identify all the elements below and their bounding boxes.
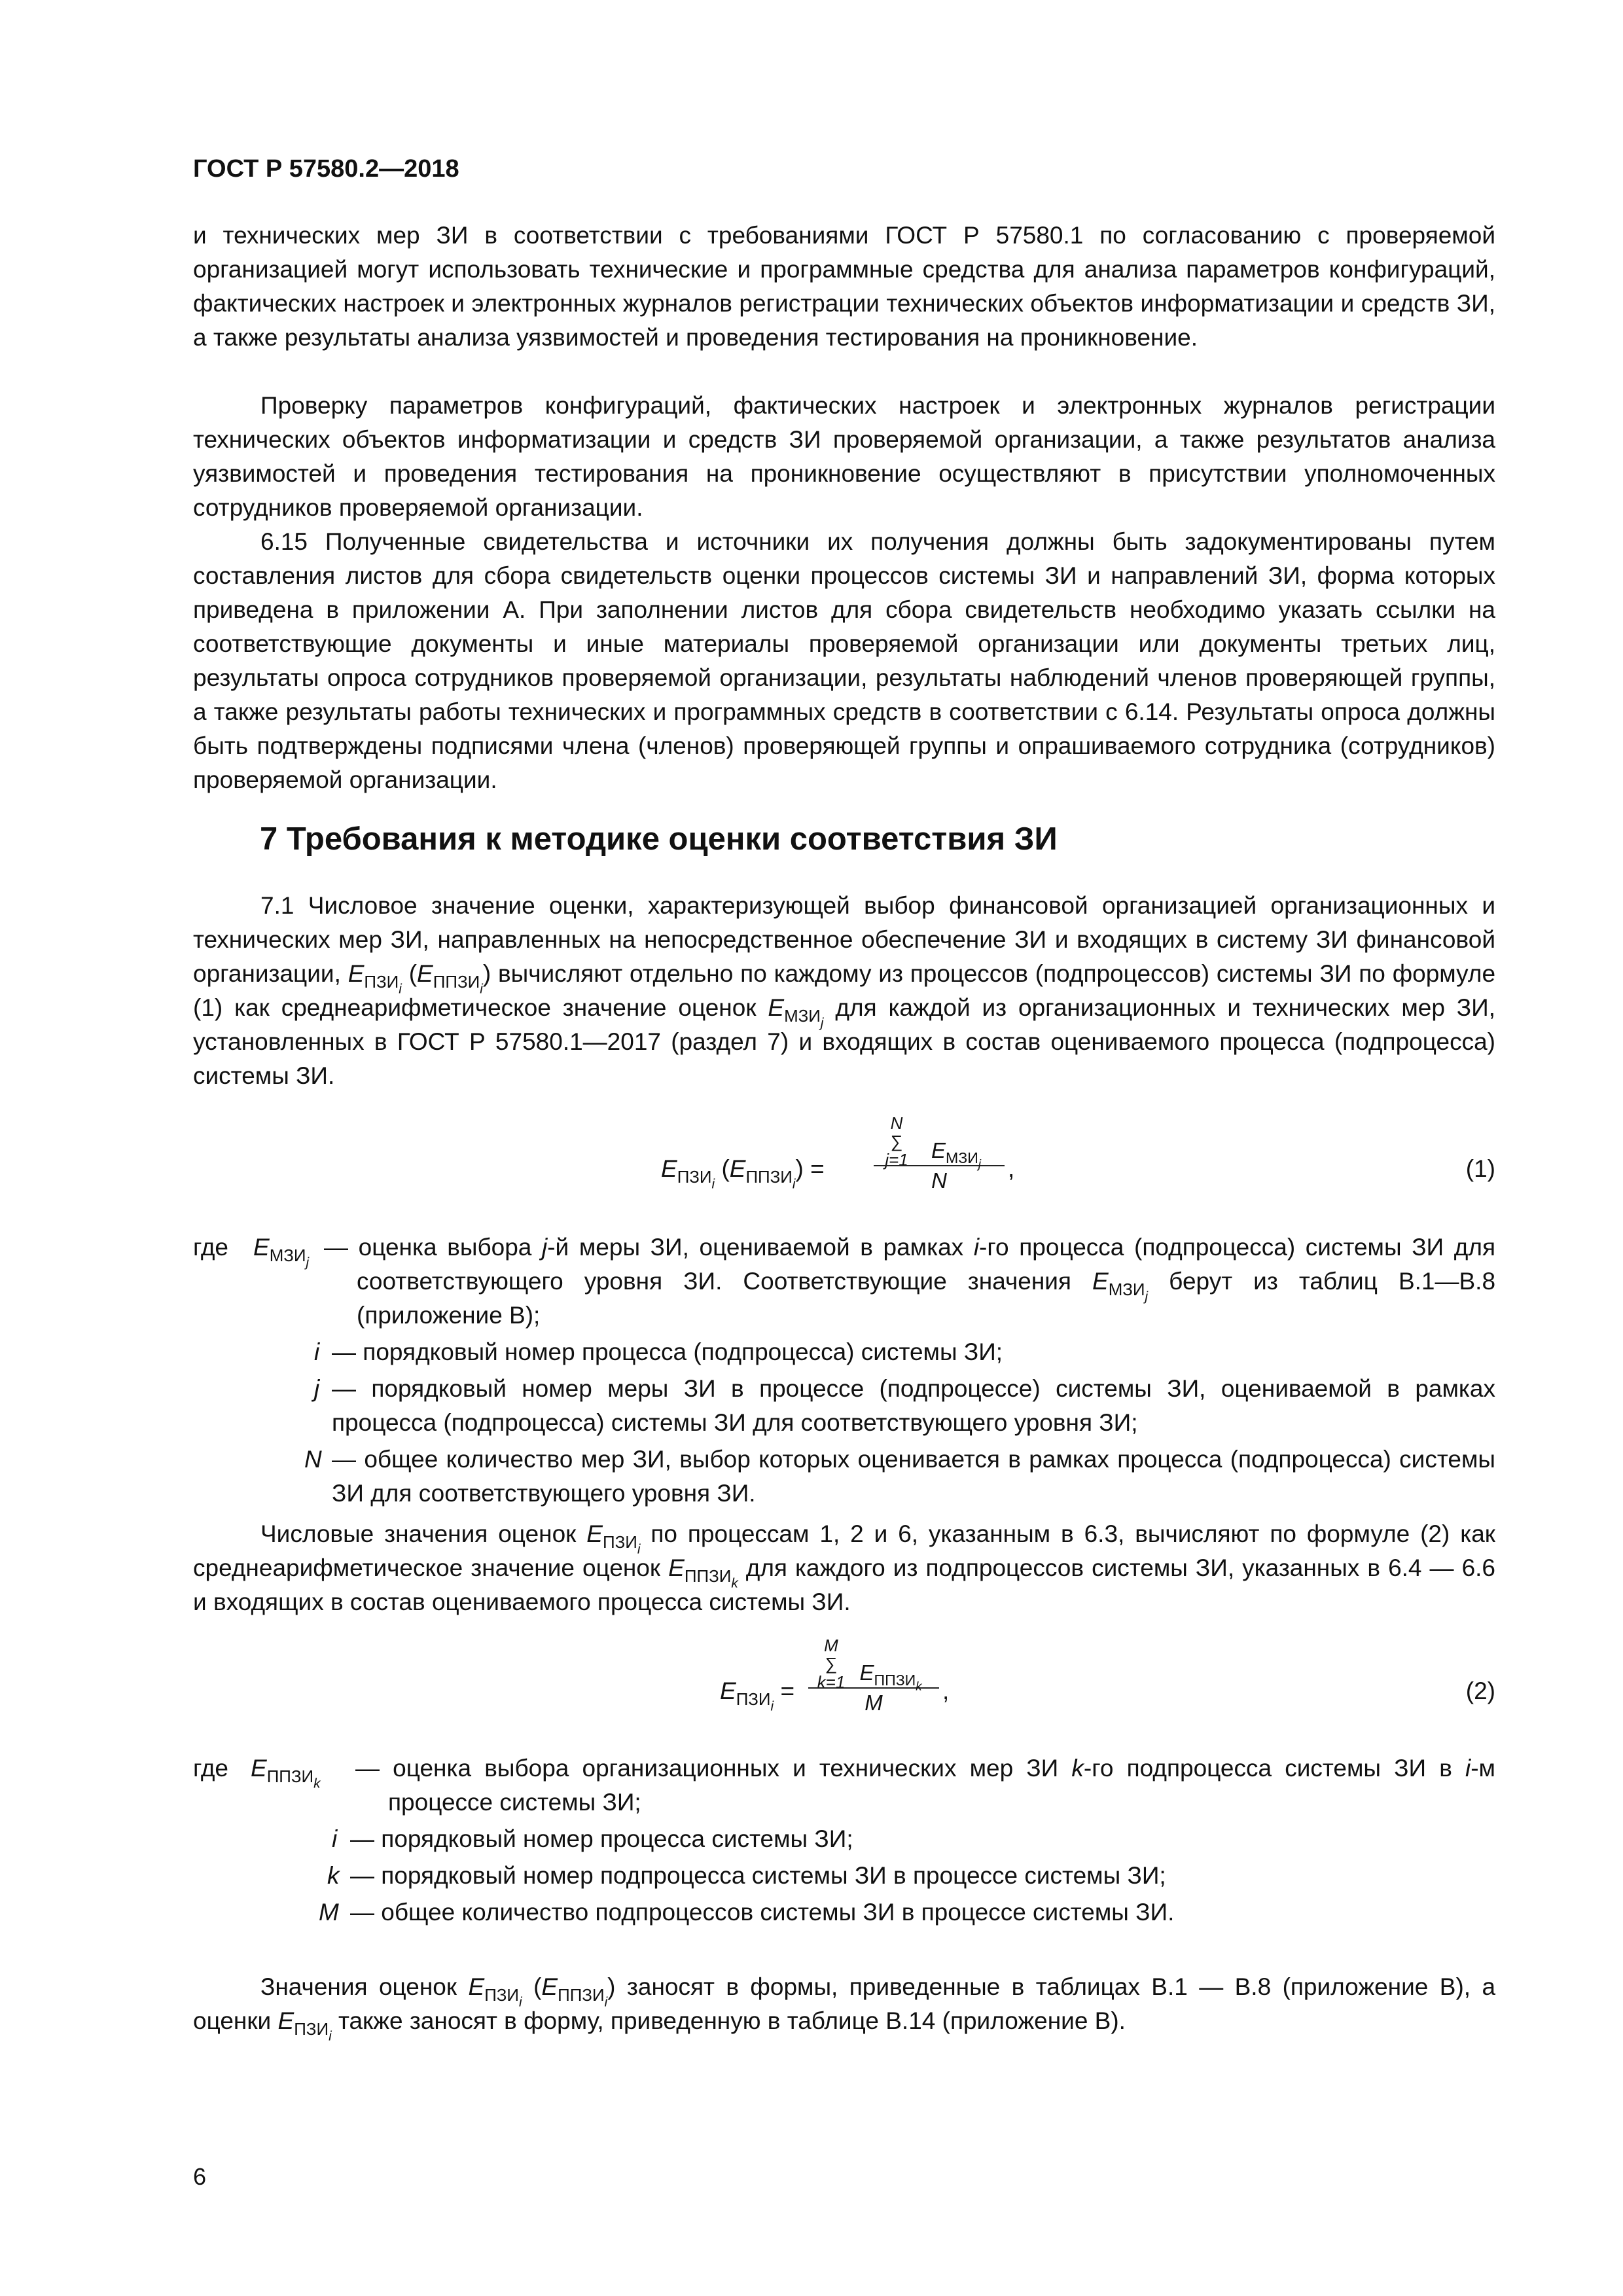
- formula-1-lhs: $E_{ПЗИ_i}$ $(E_{ППЗИ_i})$ =: [661, 1155, 825, 1192]
- where-2-term-i: i: [332, 1825, 338, 1852]
- formula-2: [193, 1636, 1495, 1741]
- formula-2-fraction: $E_{ППЗИ_k}$ M: [808, 1660, 939, 1717]
- paragraph-numeric-values: Числовые значения оценок $E_{ПЗИ_i}$ по процессам 1, 2 и 6, указанным в 6.3, вычисляют по формуле (2) как среднеарифметическое значение оценок $E_{ППЗИ_k}$ для каждого из подпроцессов системы ЗИ, указанных в 6.4 — 6.6 и входящих в состав оцениваемого процесса системы ЗИ.: [193, 1520, 1496, 1615]
- page-number: 6: [193, 2163, 207, 2190]
- where-list-1: [193, 1230, 1495, 1511]
- where-1-lead: где: [193, 1234, 229, 1261]
- paragraph-7-1: 7.1 Числовое значение оценки, характеризующей выбор финансовой организацией организационных и технических мер ЗИ, направленных на непосредственное обеспечение ЗИ и входящих в систему ЗИ финансовой организации, $E_{ПЗИ_i}$ $(E_{ППЗИ_i})$ вычисляют отдельно по каждому из процессов (подпроцессов) системы ЗИ по формуле (1) как среднеарифметическое значение оценок $E_{МЗИ_j}$ для каждой из организационных и технических мер ЗИ, установленных в ГОСТ Р 57580.1—2017 (раздел 7) и входящих в состав оцениваемого процесса (подпроцесса) системы ЗИ.: [193, 892, 1496, 1089]
- formula-2-lhs: $E_{ПЗИ_i}$ =: [720, 1677, 795, 1714]
- document-code-header: ГОСТ Р 57580.2—2018: [193, 155, 459, 183]
- where-list-2: [193, 1751, 1495, 1929]
- formula-1: [193, 1114, 1495, 1219]
- where-1-term-i: i: [314, 1338, 320, 1365]
- paragraph-continuation: и технических мер ЗИ в соответствии с требованиями ГОСТ Р 57580.1 по согласованию с проверяемой организацией могут использовать технические и программные средства для анализа параметров конфигураций, фактических настроек и электронных журналов регистрации технических объектов информатизации и средств ЗИ, а также результаты анализа уязвимостей и проведения тестирования на проникновение.: [193, 222, 1495, 351]
- where-1-item-emzi: [193, 1230, 1495, 1333]
- formula-2-comma: ,: [942, 1677, 950, 1704]
- formula-2-sum: M ∑ k=1: [817, 1636, 846, 1692]
- where-2-item-eppzi: [193, 1751, 1495, 1820]
- section-7-heading: 7 Требования к методике оценки соответствия ЗИ: [260, 821, 1058, 857]
- formula-1-fraction: $E_{МЗИ_j}$ N: [874, 1138, 1005, 1195]
- paragraph-checking: Проверку параметров конфигураций, фактических настроек и электронных журналов регистрации технических объектов информатизации и средств ЗИ проверяемой организации, а также результатов анализа уязвимостей и проведения тестирования на проникновение осуществляют в присутствии уполномоченных сотрудников проверяемой организации.: [193, 392, 1495, 521]
- where-1-term-j: j: [314, 1375, 320, 1402]
- where-2-desc-eppzi: — оценка выбора организационных и технических мер ЗИ k-го подпроцесса системы ЗИ в i-м процессе системы ЗИ;: [355, 1755, 1495, 1816]
- where-2-term-eppzi: $E_{ППЗИ_k}$: [251, 1755, 321, 1791]
- where-2-desc-k: — порядковый номер подпроцесса системы ЗИ в процессе системы ЗИ;: [350, 1862, 1166, 1889]
- where-2-lead: где: [193, 1755, 229, 1782]
- where-1-desc-n: — общее количество мер ЗИ, выбор которых оценивается в рамках процесса (подпроцесса) системы ЗИ для соответствующего уровня ЗИ.: [332, 1446, 1495, 1507]
- formula-1-comma: ,: [1008, 1155, 1015, 1182]
- where-1-item-j: [193, 1372, 1495, 1440]
- formula-2-number: (2): [1465, 1677, 1495, 1704]
- where-2-term-k: k: [327, 1862, 340, 1889]
- where-1-item-i: [193, 1335, 1495, 1369]
- where-1-desc-i: — порядковый номер процесса (подпроцесса) системы ЗИ;: [332, 1338, 1003, 1365]
- where-1-term-n: N: [304, 1446, 322, 1473]
- where-2-item-k: [193, 1859, 1495, 1893]
- where-1-term-emzi: $E_{МЗИ_j}$: [253, 1234, 310, 1270]
- formula-1-sum: N ∑ j=1: [885, 1113, 908, 1170]
- where-1-desc-j: — порядковый номер меры ЗИ в процессе (подпроцессе) системы ЗИ, оцениваемой в рамках процесса (подпроцесса) системы ЗИ для соответствующего уровня ЗИ;: [332, 1375, 1495, 1436]
- where-2-desc-i: — порядковый номер процесса системы ЗИ;: [350, 1825, 853, 1852]
- where-2-item-m: [193, 1895, 1495, 1929]
- paragraph-values-forms: Значения оценок $E_{ПЗИ_i}$ $(E_{ППЗИ_i})$ заносят в формы, приведенные в таблицах В.1 — В.8 (приложение В), а оценки $E_{ПЗИ_i}$ также заносят в форму, приведенную в таблице В.14 (приложение В).: [193, 1973, 1496, 2044]
- where-1-desc-emzi: — оценка выбора j-й меры ЗИ, оцениваемой в рамках i-го процесса (подпроцесса) системы ЗИ для соответствующего уровня ЗИ. Соответствующие значения $E_{МЗИ_j}$ берут из таблиц В.1—В.8 (приложение В);: [324, 1234, 1496, 1329]
- formula-1-number: (1): [1465, 1155, 1495, 1182]
- where-2-item-i: [193, 1822, 1495, 1856]
- where-2-desc-m: — общее количество подпроцессов системы ЗИ в процессе системы ЗИ.: [350, 1899, 1175, 1926]
- where-1-item-n: [193, 1443, 1495, 1511]
- where-2-term-m: M: [319, 1899, 339, 1926]
- paragraph-6-15: 6.15 Полученные свидетельства и источники их получения должны быть задокументированы путем составления листов для сбора свидетельств оценки процессов системы ЗИ и направлений ЗИ, форма которых приведена в приложении А. При заполнении листов для сбора свидетельств необходимо указать ссылки на соответствующие документы и иные материалы проверяемой организации или документы третьих лиц, результаты опроса сотрудников проверяемой организации, результаты наблюдений членов проверяющей группы, а также результаты работы технических и программных средств в соответствии с 6.14. Результаты опроса должны быть подтверждены подписями члена (членов) проверяющей группы и опрашиваемого сотрудника (сотрудников) проверяемой организации.: [193, 528, 1495, 793]
